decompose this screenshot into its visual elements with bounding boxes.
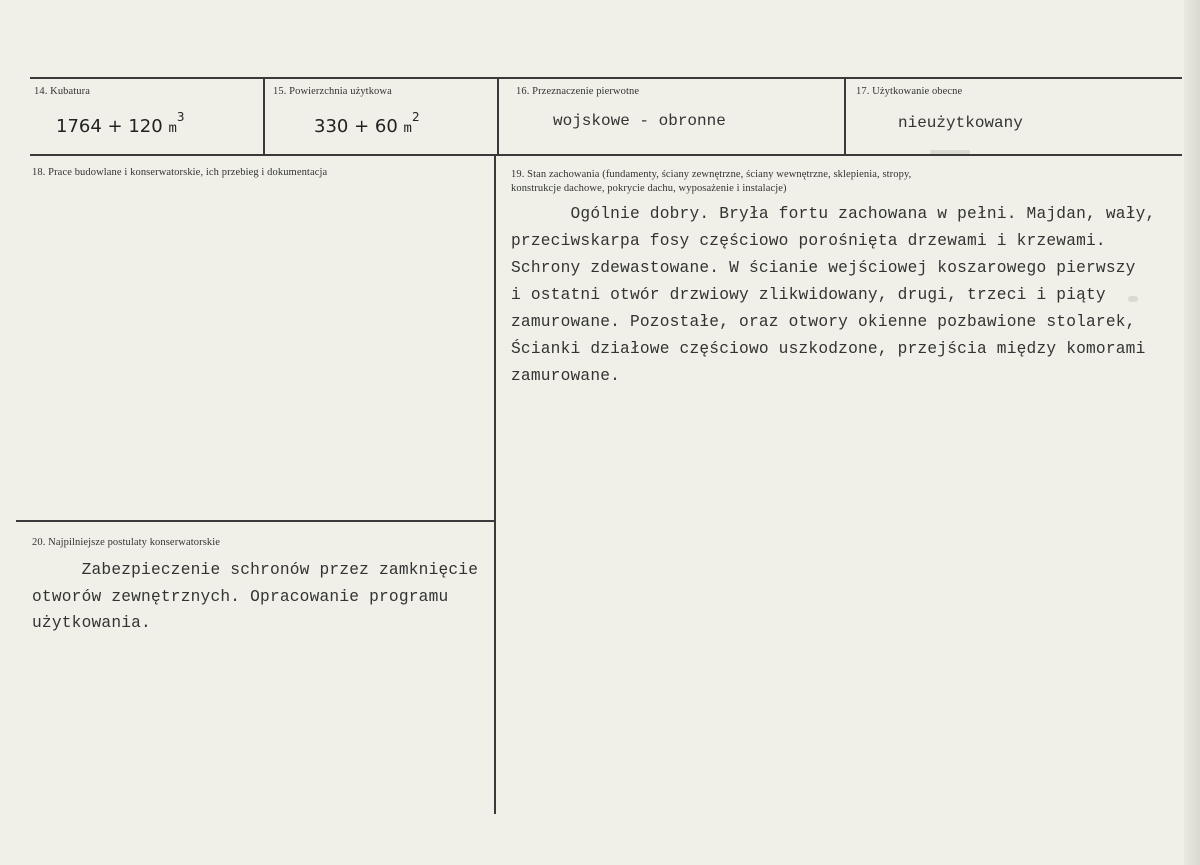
top-rule <box>30 77 1182 79</box>
field-20-line-3: użytkowania. <box>32 614 151 632</box>
field-15-exponent: 2 <box>411 110 420 124</box>
field-20-label: 20. Najpilniejsze postulaty konserwatorskie <box>32 537 221 548</box>
field-20-line-1: Zabezpieczenie schronów przez zamknięcie <box>32 561 479 579</box>
scan-smudge <box>930 150 970 154</box>
field-19-line-6: Ścianki działowe częściowo uszkodzone, przejścia między komorami <box>511 340 1146 358</box>
main-column-divider <box>494 154 496 814</box>
field-19-line-7: zamurowane. <box>511 367 621 385</box>
field-15-unit: m <box>403 121 412 137</box>
field-17-label: 17. Użytkowanie obecne <box>856 86 963 97</box>
field-15-label: 15. Powierzchnia użytkowa <box>273 86 392 97</box>
divider-16-17 <box>844 77 846 155</box>
field-19-label-line1: 19. Stan zachowania (fundamenty, ściany zewnętrzne, ściany wewnętrzne, sklepienia, stropy, <box>511 169 912 180</box>
field-16-label: 16. Przeznaczenie pierwotne <box>516 86 640 97</box>
field-19-line-3: Schrony zdewastowane. W ścianie wejściowej koszarowego pierwszy <box>511 259 1136 277</box>
field-19-line-2: przeciwskarpa fosy częściowo porośnięta drzewami i krzewami. <box>511 232 1106 250</box>
field-14-unit: m <box>168 121 177 137</box>
field-19-label-line2: konstrukcje dachowe, pokrycie dachu, wyposażenie i instalacje) <box>511 183 787 194</box>
field-14-number: 1764 + 120 <box>56 116 163 137</box>
field-16-value: wojskowe - obronne <box>553 112 726 130</box>
section-20-rule <box>16 520 494 522</box>
card-edge <box>1184 0 1200 865</box>
divider-14-15 <box>263 77 265 155</box>
field-20-line-2: otworów zewnętrznych. Opracowanie programu <box>32 588 449 606</box>
field-15-number: 330 + 60 <box>314 116 398 137</box>
field-19-line-1: Ogólnie dobry. Bryła fortu zachowana w pełni. Majdan, wały, <box>511 205 1156 223</box>
field-14-label: 14. Kubatura <box>34 86 91 97</box>
field-18-label: 18. Prace budowlane i konserwatorskie, ich przebieg i dokumentacja <box>32 167 328 178</box>
divider-15-16 <box>497 77 499 155</box>
scan-smudge <box>1128 296 1138 302</box>
field-17-value: nieużytkowany <box>898 114 1023 132</box>
header-bottom-rule <box>30 154 1182 156</box>
field-19-line-5: zamurowane. Pozostałe, oraz otwory okienne pozbawione stolarek, <box>511 313 1136 331</box>
field-15-value <box>314 110 420 137</box>
field-14-value <box>56 110 185 137</box>
field-14-exponent: 3 <box>176 110 185 124</box>
field-19-line-4: i ostatni otwór drzwiowy zlikwidowany, drugi, trzeci i piąty <box>511 286 1106 304</box>
